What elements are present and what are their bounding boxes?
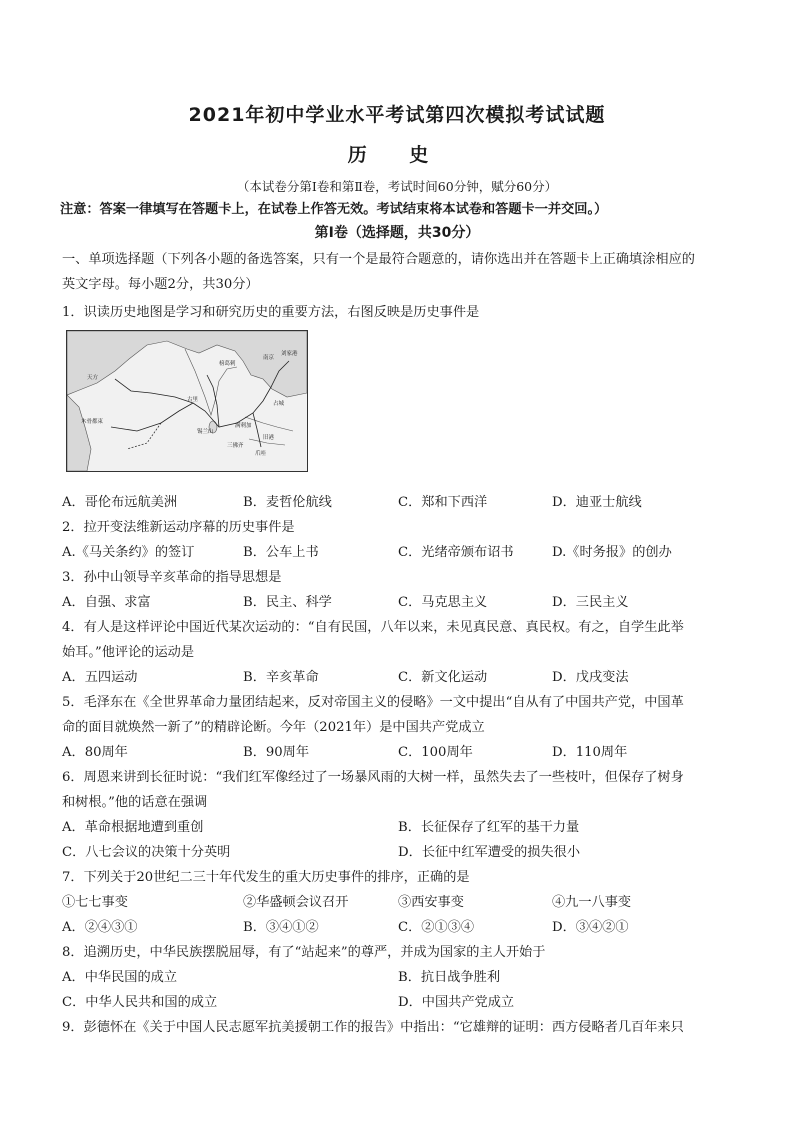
q1-stem: 1．识读历史地图是学习和研究历史的重要方法，右图反映是历史事件是 xyxy=(62,305,480,320)
map-label: 南京 xyxy=(263,355,275,361)
q7-option-a: A．②④③① xyxy=(62,920,138,935)
map-label: 天方 xyxy=(87,375,99,381)
q4-option-c: C．新文化运动 xyxy=(398,670,488,685)
q8-option-a: A．中华民国的成立 xyxy=(62,970,178,985)
q5-option-b: B．90周年 xyxy=(243,745,310,760)
map-label: 木骨都束 xyxy=(81,419,104,425)
q7-event-2: ②华盛顿会议召开 xyxy=(243,895,349,910)
exam-title: 2021年初中学业水平考试第四次模拟考试试题 xyxy=(188,104,606,126)
q1-option-a: A．哥伦布远航美洲 xyxy=(62,495,178,510)
map-svg xyxy=(67,331,307,471)
q5-stem-line-1: 5．毛泽东在《全世界革命力量团结起来，反对帝国主义的侵略》一文中提出“自从有了中国共产党，中国革 xyxy=(62,695,684,710)
q3-option-d: D．三民主义 xyxy=(552,595,629,610)
q3-option-a: A．自强、求富 xyxy=(62,595,151,610)
q8-stem: 8．追溯历史，中华民族摆脱屈辱，有了“站起来”的尊严，并成为国家的主人开始于 xyxy=(62,945,546,960)
q4-stem-line-1: 4．有人是这样评论中国近代某次运动的：“自有民国，八年以来，未见真民意、真民权。有之，自学生此举 xyxy=(62,620,684,635)
q5-option-c: C．100周年 xyxy=(398,745,473,760)
zheng-he-voyage-map xyxy=(66,330,308,472)
exam-info: （本试卷分第Ⅰ卷和第Ⅱ卷，考试时间60分钟，赋分60分） xyxy=(236,179,558,194)
q2-stem: 2．拉开变法维新运动序幕的历史事件是 xyxy=(62,520,295,535)
q5-option-a: A．80周年 xyxy=(62,745,128,760)
section-intro-line-2: 英文字母。每小题2分，共30分） xyxy=(62,277,259,292)
q5-option-d: D．110周年 xyxy=(552,745,628,760)
volume-heading: 第Ⅰ卷（选择题，共30分） xyxy=(314,225,480,241)
map-label: 占城 xyxy=(273,401,285,407)
q2-option-a: A.《马关条约》的签订 xyxy=(62,545,195,560)
map-label: 爪哇 xyxy=(255,451,267,457)
q4-option-b: B．辛亥革命 xyxy=(243,670,319,685)
q6-option-c: C．八七会议的决策十分英明 xyxy=(62,845,231,860)
q6-stem-line-2: 和树根。”他的话意在强调 xyxy=(62,795,208,810)
q1-option-d: D．迪亚士航线 xyxy=(552,495,642,510)
q9-stem: 9．彭德怀在《关于中国人民志愿军抗美援朝工作的报告》中指出：“它雄辩的证明：西方侵略者几百年来只 xyxy=(62,1020,684,1035)
map-label: 三佛齐 xyxy=(227,443,244,449)
q8-option-c: C．中华人民共和国的成立 xyxy=(62,995,218,1010)
q5-stem-line-2: 命的面目就焕然一新了”的精辟论断。今年（2021年）是中国共产党成立 xyxy=(62,720,485,735)
q1-option-b: B．麦哲伦航线 xyxy=(243,495,332,510)
q8-option-b: B．抗日战争胜利 xyxy=(398,970,501,985)
q6-stem-line-1: 6．周恩来讲到长征时说：“我们红军像经过了一场暴风雨的大树一样，虽然失去了一些枝叶，但保存了树身 xyxy=(62,770,684,785)
q3-option-b: B．民主、科学 xyxy=(243,595,332,610)
q4-stem-line-2: 始耳。”他评论的运动是 xyxy=(62,645,195,660)
map-label: 满剌加 xyxy=(235,423,252,429)
map-label: 旧港 xyxy=(263,435,275,441)
q4-option-d: D．戊戌变法 xyxy=(552,670,629,685)
map-label: 古里 xyxy=(187,397,199,403)
q7-option-b: B．③④①② xyxy=(243,920,319,935)
q3-stem: 3．孙中山领导辛亥革命的指导思想是 xyxy=(62,570,282,585)
q7-option-c: C．②①③④ xyxy=(398,920,475,935)
q6-option-d: D．长征中红军遭受的损失很小 xyxy=(398,845,581,860)
map-label: 榜葛剌 xyxy=(219,361,236,367)
q2-option-b: B．公车上书 xyxy=(243,545,319,560)
q6-option-a: A．革命根据地遭到重创 xyxy=(62,820,204,835)
q7-stem: 7．下列关于20世纪二三十年代发生的重大历史事件的排序，正确的是 xyxy=(62,870,470,885)
q2-option-d: D.《时务报》的创办 xyxy=(552,545,672,560)
q4-option-a: A．五四运动 xyxy=(62,670,138,685)
map-label: 锡兰山 xyxy=(197,429,214,435)
q7-option-d: D．③④②① xyxy=(552,920,629,935)
q2-option-c: C．光绪帝颁布诏书 xyxy=(398,545,514,560)
q8-option-d: D．中国共产党成立 xyxy=(398,995,515,1010)
q6-option-b: B．长征保存了红军的基干力量 xyxy=(398,820,580,835)
exam-notice: 注意：答案一律填写在答题卡上，在试卷上作答无效。考试结束将本试卷和答题卡一并交回。） xyxy=(60,202,608,217)
subject-heading: 历 史 xyxy=(347,144,447,166)
section-intro-line-1: 一、单项选择题（下列各小题的备选答案，只有一个是最符合题意的，请你选出并在答题卡上正确填涂相应的 xyxy=(62,252,695,267)
map-label: 刘家港 xyxy=(281,351,298,357)
q7-event-1: ①七七事变 xyxy=(62,895,128,910)
q7-event-3: ③西安事变 xyxy=(398,895,464,910)
q1-option-c: C．郑和下西洋 xyxy=(398,495,488,510)
q3-option-c: C．马克思主义 xyxy=(398,595,488,610)
q7-event-4: ④九一八事变 xyxy=(552,895,632,910)
